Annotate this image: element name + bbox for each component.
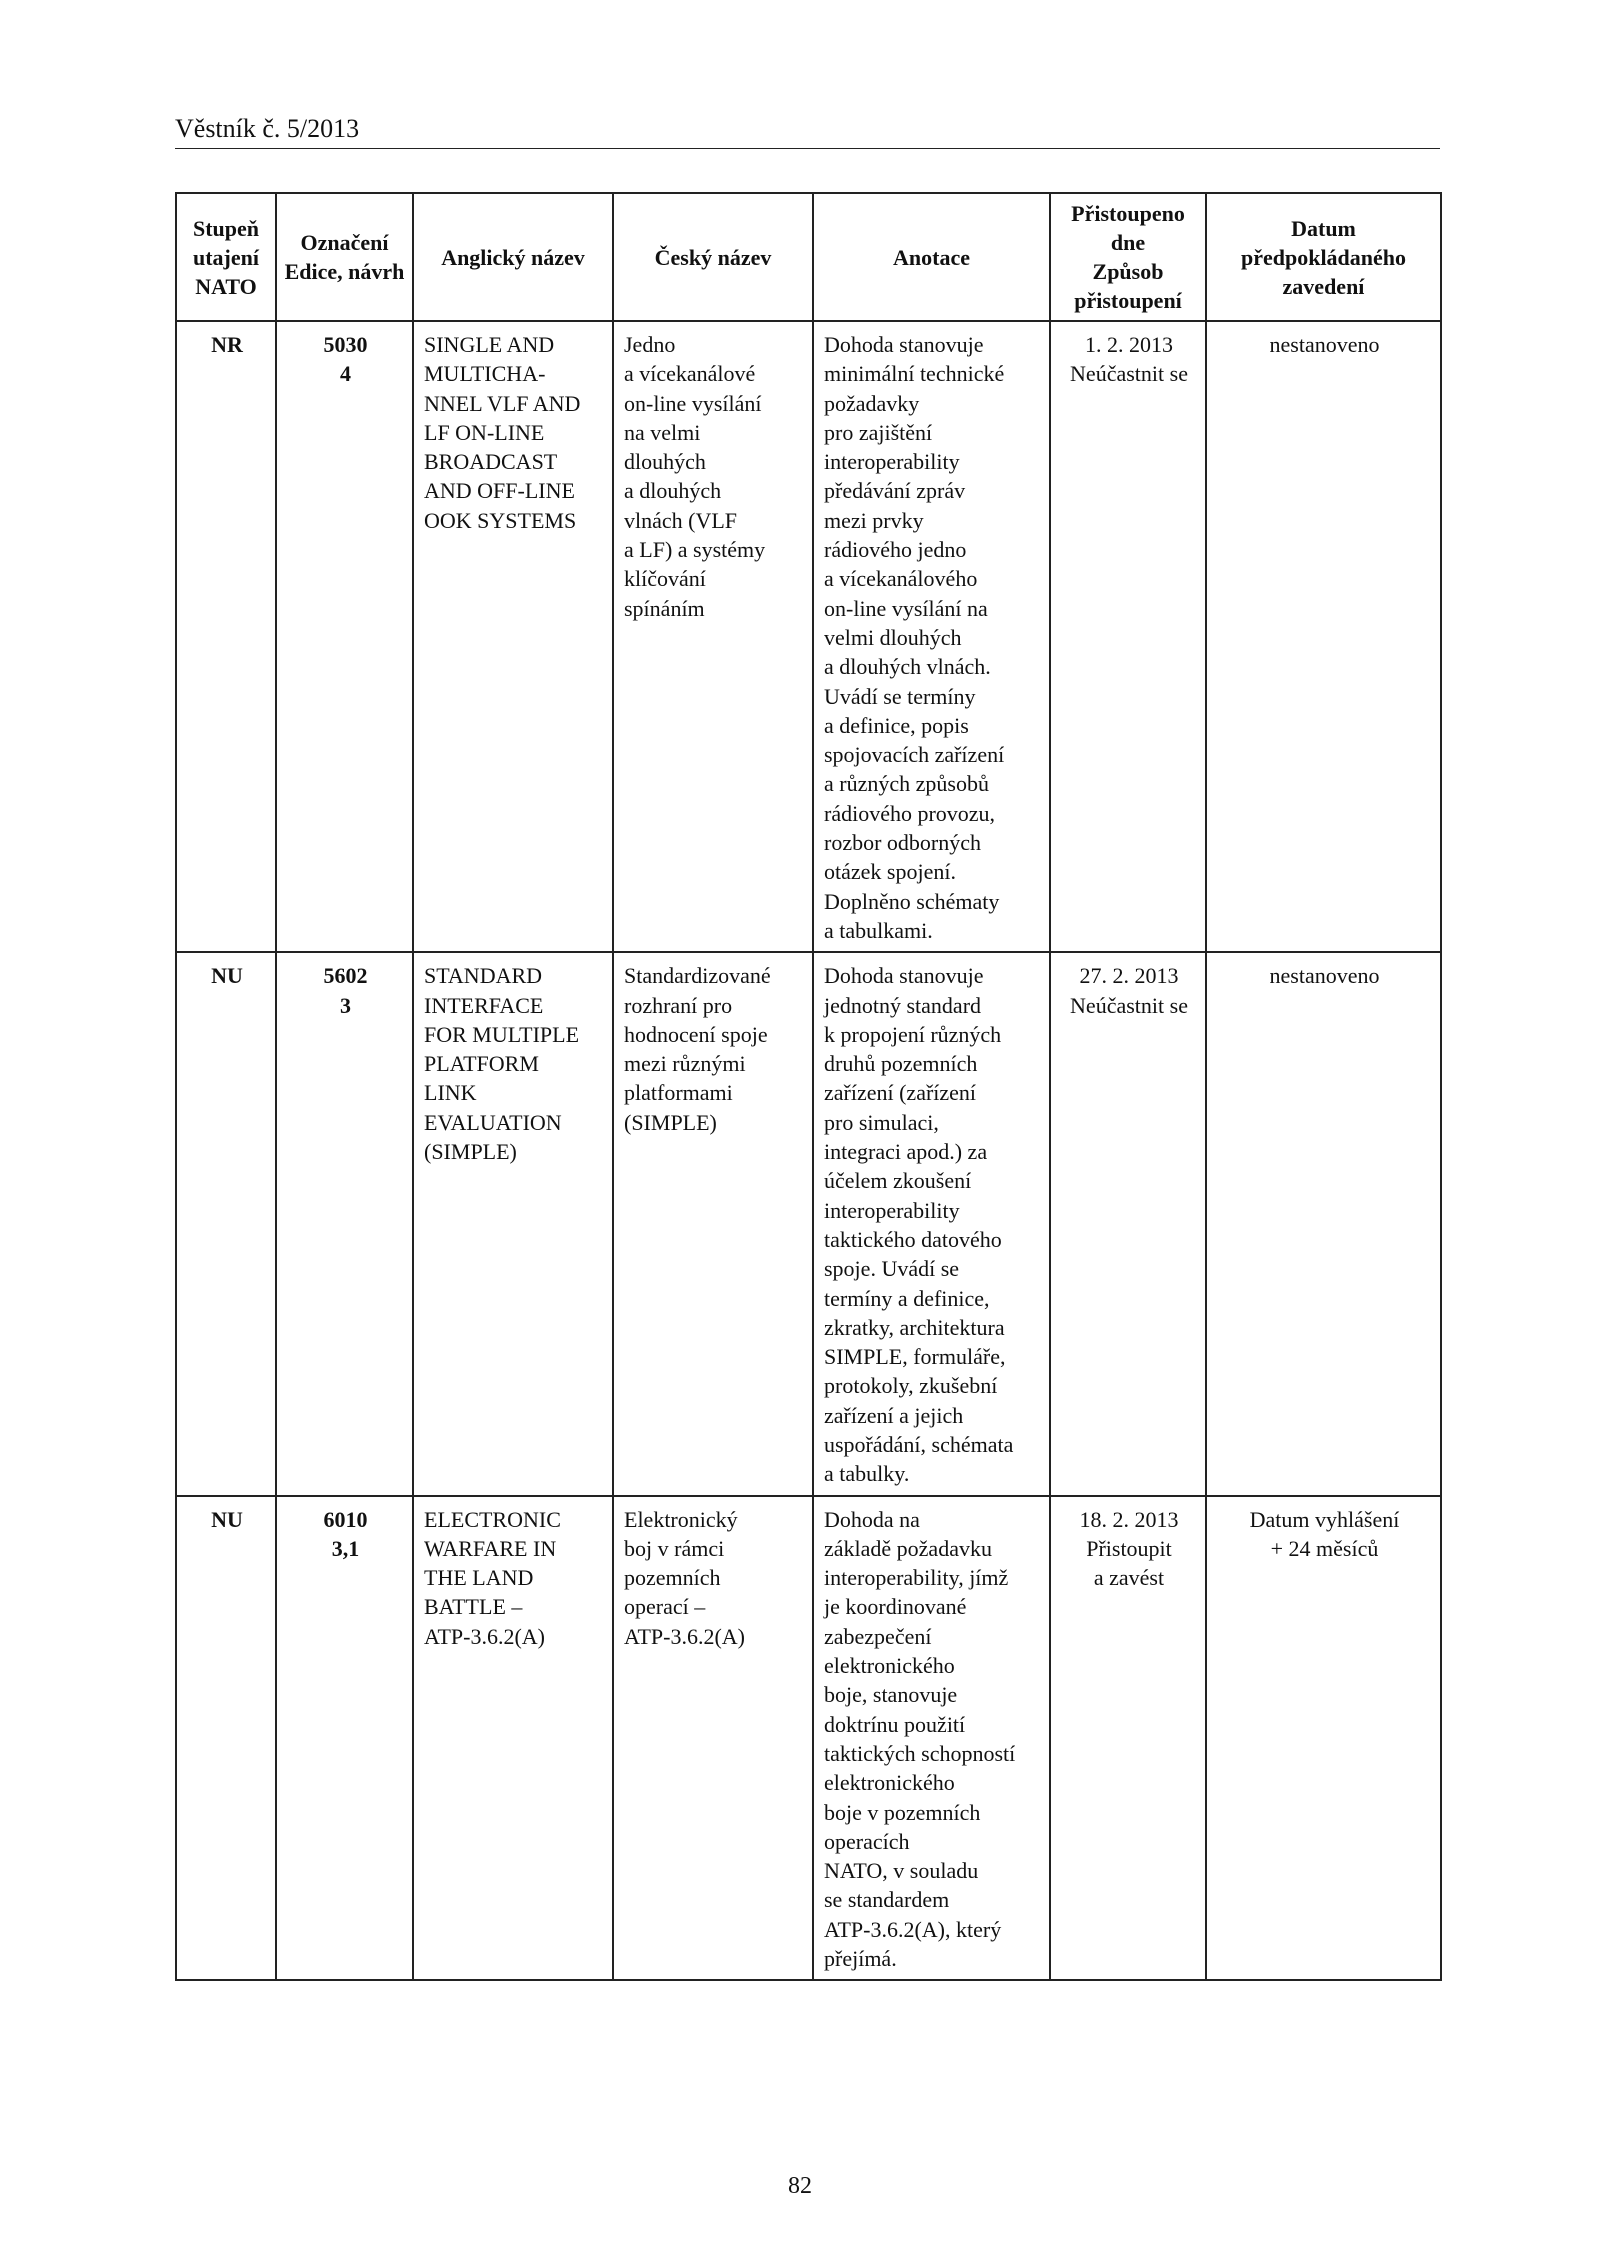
classification-cell: NU	[176, 952, 276, 1495]
col-header-designation: Označení Edice, návrh	[276, 193, 413, 321]
table-row	[176, 1496, 1441, 1981]
table-row	[176, 952, 1441, 1495]
designation-cell: 6010 3,1	[276, 1496, 413, 1981]
implementation-date-cell: nestanoveno	[1206, 321, 1441, 952]
english-name-cell: SINGLE AND MULTICHA- NNEL VLF AND LF ON-LINE BROADCAST AND OFF-LINE OOK SYSTEMS	[413, 321, 613, 952]
page-number: 82	[788, 2173, 812, 2199]
czech-name-cell: Elektronický boj v rámci pozemních operací – ATP-3.6.2(A)	[613, 1496, 813, 1981]
designation-cell: 5030 4	[276, 321, 413, 952]
col-header-annotation: Anotace	[813, 193, 1050, 321]
classification-cell: NR	[176, 321, 276, 952]
col-header-accession: Přistoupeno dne Způsob přistoupení	[1050, 193, 1206, 321]
col-header-english-name: Anglický název	[413, 193, 613, 321]
col-header-implementation-date: Datum předpokládaného zavedení	[1206, 193, 1441, 321]
table-row	[176, 321, 1441, 952]
accession-cell: 27. 2. 2013 Neúčastnit se	[1050, 952, 1206, 1495]
standards-table	[175, 192, 1442, 1981]
english-name-cell: ELECTRONIC WARFARE IN THE LAND BATTLE – ATP-3.6.2(A)	[413, 1496, 613, 1981]
designation-cell: 5602 3	[276, 952, 413, 1495]
implementation-date-cell: nestanoveno	[1206, 952, 1441, 1495]
annotation-cell: Dohoda stanovuje minimální technické požadavky pro zajištění interoperability předávání zpráv mezi prvky rádiového jedno a vícekanálového on-line vysílání na velmi dlouhých a dlouhých vlnách. Uvádí se termíny a definice, popis spojovacích zařízení a různých způsobů rádiového provozu, rozbor odborných otázek spojení. Doplněno schématy a tabulkami.	[813, 321, 1050, 952]
col-header-czech-name: Český název	[613, 193, 813, 321]
english-name-cell: STANDARD INTERFACE FOR MULTIPLE PLATFORM LINK EVALUATION (SIMPLE)	[413, 952, 613, 1495]
annotation-cell: Dohoda na základě požadavku interoperability, jímž je koordinované zabezpečení elektronického boje, stanovuje doktrínu použití taktických schopností elektronického boje v pozemních operacích NATO, v souladu se standardem ATP-3.6.2(A), který přejímá.	[813, 1496, 1050, 1981]
col-header-classification: Stupeň utajení NATO	[176, 193, 276, 321]
page-header	[175, 112, 1440, 149]
accession-cell: 18. 2. 2013 Přistoupit a zavést	[1050, 1496, 1206, 1981]
classification-cell: NU	[176, 1496, 276, 1981]
accession-cell: 1. 2. 2013 Neúčastnit se	[1050, 321, 1206, 952]
annotation-cell: Dohoda stanovuje jednotný standard k propojení různých druhů pozemních zařízení (zařízení pro simulaci, integraci apod.) za účelem zkoušení interoperability taktického datového spoje. Uvádí se termíny a definice, zkratky, architektura SIMPLE, formuláře, protokoly, zkušební zařízení a jejich uspořádání, schémata a tabulky.	[813, 952, 1050, 1495]
implementation-date-cell: Datum vyhlášení + 24 měsíců	[1206, 1496, 1441, 1981]
publication-title: Věstník č. 5/2013	[175, 114, 360, 143]
czech-name-cell: Jedno a vícekanálové on-line vysílání na velmi dlouhých a dlouhých vlnách (VLF a LF) a systémy klíčování spínáním	[613, 321, 813, 952]
table-header-row	[176, 193, 1441, 321]
czech-name-cell: Standardizované rozhraní pro hodnocení spoje mezi různými platformami (SIMPLE)	[613, 952, 813, 1495]
